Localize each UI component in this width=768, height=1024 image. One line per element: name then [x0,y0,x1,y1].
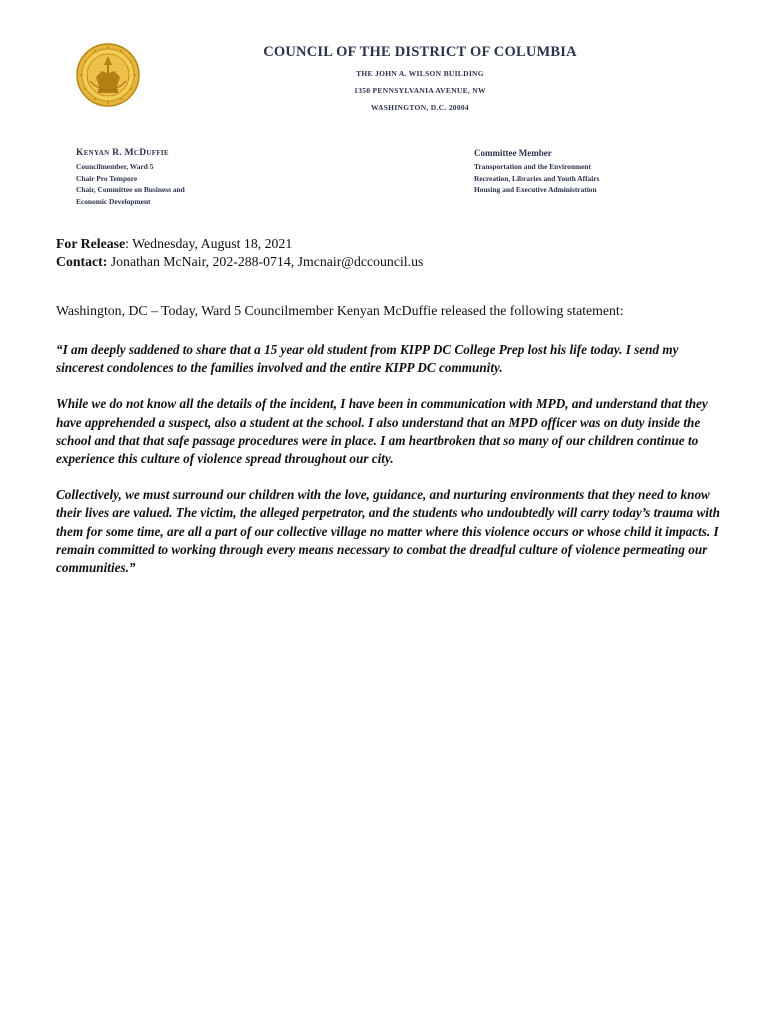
councilmember-title-line: Economic Development [76,196,151,206]
city-address: WASHINGTON, D.C. 20004 [371,103,469,112]
committee-line: Recreation, Libraries and Youth Affairs [474,173,600,183]
statement-paragraph-3: Collectively, we must surround our children with the love, guidance, and nurturing environments that they need to know their lives are valued. The victim, the alleged perpetrator, and the students who undoubtedly will carry today’s trauma with them for some time, are all a part of our collective village no matter where this violence occurs or whose child it impacts. I remain committed to working through every means necessary to combat the dreadful culture of violence permeating our communities.” [56,487,720,576]
committee-member-block [474,148,734,196]
release-date-line [56,235,736,253]
street-address: 1350 PENNSYLVANIA AVENUE, NW [354,86,486,95]
building-name: THE JOHN A. WILSON BUILDING [356,69,484,78]
intro-paragraph: Washington, DC – Today, Ward 5 Councilmember Kenyan McDuffie released the following statement: [56,303,624,318]
dc-council-seal-icon [76,43,140,107]
committee-line: Transportation and the Environment [474,162,591,171]
committee-member-heading: Committee Member [474,148,552,158]
councilmember-title-line: Councilmember, Ward 5 [76,162,154,171]
statement-paragraph-2: While we do not know all the details of the incident, I have been in communication with MPD, and understand that they have apprehended a suspect, also a student at the school. I also understand that an MPD officer was on duty inside the school and that that safe passage procedures were in place. I am heartbroken that so many of our children continue to experience this culture of violence spread throughout our city. [56,396,708,467]
contact-info: Jonathan McNair, 202-288-0714, Jmcnair@dccouncil.us [107,254,424,269]
councilmember-title-line: Chair Pro Tempore [76,173,138,183]
councilmember-name: Kenyan R. McDuffie [76,148,169,158]
council-title: COUNCIL OF THE DISTRICT OF COLUMBIA [263,44,577,60]
councilmember-block [76,148,296,207]
release-info [56,235,736,271]
letterhead [160,44,680,120]
contact-label: Contact: [56,254,108,269]
release-label: For Release [56,236,126,251]
statement-paragraph-1: “I am deeply saddened to share that a 15 year old student from KIPP DC College Prep lost his life today. I send my sincerest condolences to the families involved and the entire KIPP DC community. [56,342,679,376]
contact-line [56,253,736,271]
statement [56,341,724,595]
councilmember-title-line: Chair, Committee on Business and [76,185,185,194]
committee-line: Housing and Executive Administration [474,185,597,194]
release-date: : Wednesday, August 18, 2021 [125,236,293,251]
